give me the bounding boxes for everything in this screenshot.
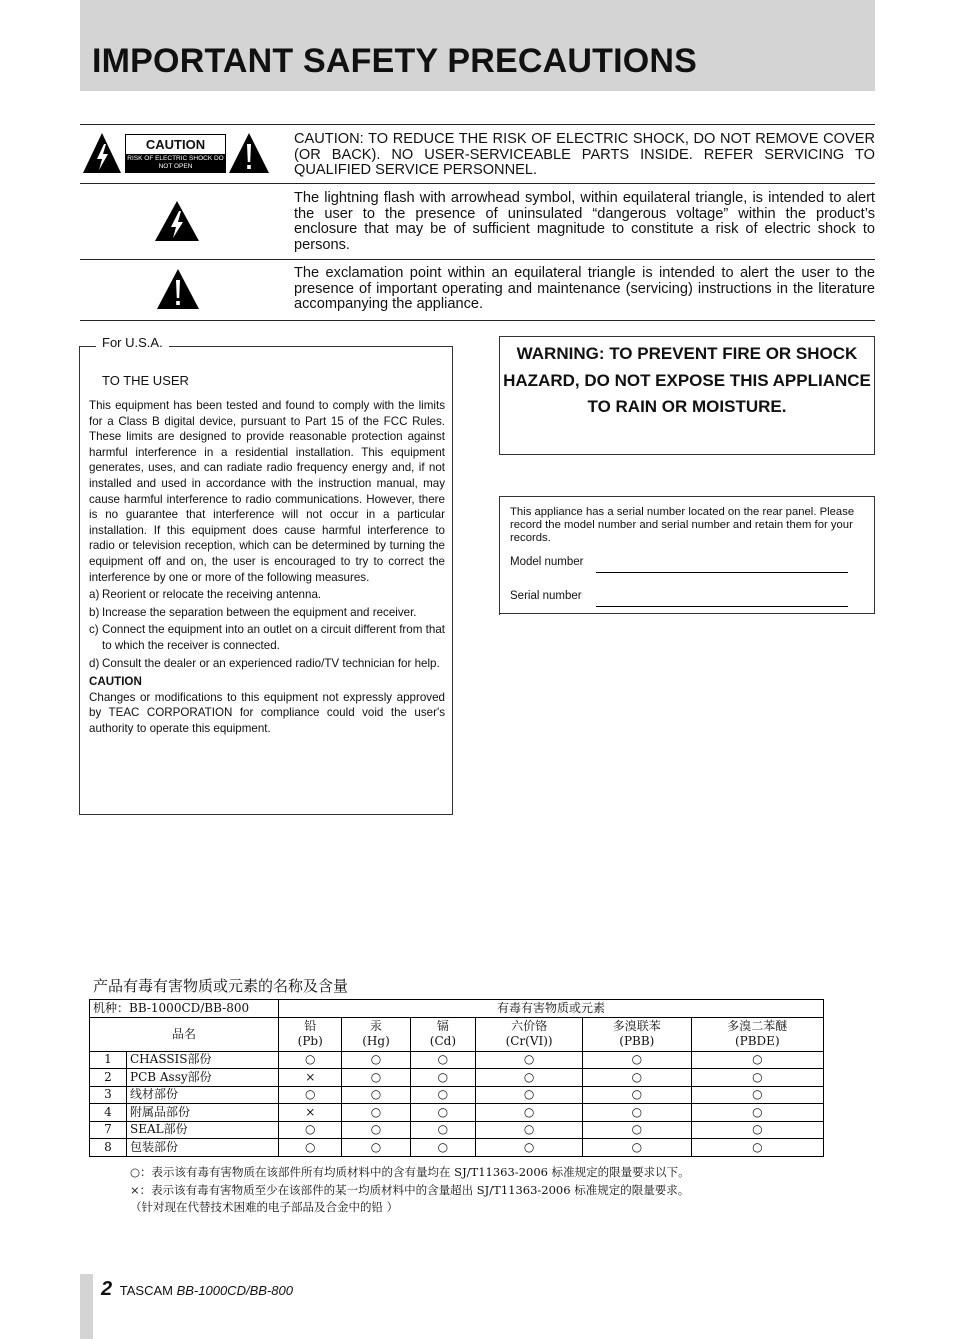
- substance-mark: ○: [582, 1121, 691, 1139]
- part-name: CHASSIS部份: [127, 1051, 279, 1069]
- footer-brand: TASCAM: [119, 1283, 173, 1298]
- table-row: [90, 1104, 824, 1122]
- table-row: [90, 1121, 824, 1139]
- substance-mark: ○: [279, 1086, 342, 1104]
- note-lead: （针对现在代替技术困难的电子部品及合金中的铅 ）: [130, 1200, 399, 1214]
- substance-mark: ○: [279, 1121, 342, 1139]
- substance-mark: ○: [476, 1069, 583, 1087]
- column-header-cd: 镉 (Cd): [410, 1017, 476, 1051]
- part-name-header: 品名: [90, 1017, 279, 1051]
- substance-mark: ○: [691, 1139, 823, 1157]
- usa-legend: For U.S.A.: [96, 335, 169, 350]
- substance-mark: ×: [279, 1069, 342, 1087]
- fcc-notice-paragraph: This equipment has been tested and found to comply with the limits for a Class B digital device, pursuant to Part 15 of the FCC Rules. These limits are designed to provide reasonable protection against harmful interference in a residential installation. This equipment generates, uses, and can radiate radio frequency energy and, if not installed and used in accordance with the instruction manual, may cause harmful interference to radio communications. However, there is no guarantee that interference will not occur in a particular installation. If this equipment does cause harmful interference to radio or television reception, which can be determined by turning the equipment off and on, the user is encouraged to try to correct the interference by one or more of the following measures.: [89, 399, 445, 584]
- substance-mark: ○: [691, 1051, 823, 1069]
- substance-mark: ○: [342, 1086, 410, 1104]
- serial-note: This appliance has a serial number located on the rear panel. Please record the model number and serial number and retain them for your records.: [510, 506, 855, 544]
- column-header-pbb: 多溴联苯 (PBB): [582, 1017, 691, 1051]
- substance-mark: ○: [476, 1051, 583, 1069]
- part-name: 线材部份: [127, 1086, 279, 1104]
- substance-mark: ○: [582, 1104, 691, 1122]
- row-number: 7: [90, 1121, 127, 1139]
- symbol-row-lightning: [80, 183, 875, 259]
- fcc-measures-list: [89, 587, 445, 671]
- substance-mark: ○: [342, 1139, 410, 1157]
- substance-mark: ○: [410, 1104, 476, 1122]
- caution-statement: CAUTION: TO REDUCE THE RISK OF ELECTRIC SHOCK, DO NOT REMOVE COVER (OR BACK). NO USER-SERVICEABLE PARTS INSIDE. REFER SERVICING TO QUALIFIED SERVICE PERSONNEL.: [294, 131, 875, 178]
- substance-mark: ○: [342, 1051, 410, 1069]
- lightning-triangle-icon: [154, 200, 200, 242]
- caution-heading: CAUTION: [89, 675, 142, 689]
- table-body: [90, 1051, 824, 1156]
- table-header-row: [90, 1000, 824, 1018]
- fcc-notice-body: [89, 398, 445, 736]
- substance-mark: ○: [279, 1051, 342, 1069]
- caution-label-title: CAUTION: [145, 137, 206, 152]
- substance-mark: ○: [342, 1069, 410, 1087]
- row-number: 3: [90, 1086, 127, 1104]
- substance-mark: ○: [691, 1104, 823, 1122]
- substance-mark: ○: [582, 1069, 691, 1087]
- symbol-row-exclamation: [80, 259, 875, 321]
- fire-shock-warning: WARNING: TO PREVENT FIRE OR SHOCK HAZARD, DO NOT EXPOSE THIS APPLIANCE TO RAIN OR MOISTURE.: [499, 336, 875, 455]
- page-title: IMPORTANT SAFETY PRECAUTIONS: [92, 42, 698, 80]
- safety-symbols-table: [80, 124, 875, 321]
- row-number: 4: [90, 1104, 127, 1122]
- exclamation-triangle-icon: [156, 268, 200, 310]
- substance-mark: ○: [410, 1069, 476, 1087]
- symbol-row-caution: [80, 124, 875, 183]
- table-header-row: [90, 1017, 824, 1051]
- substance-mark: ○: [410, 1139, 476, 1157]
- substance-mark: ○: [691, 1121, 823, 1139]
- substance-mark: ○: [410, 1051, 476, 1069]
- caution-label: [125, 134, 226, 173]
- box-edge: [499, 497, 500, 615]
- substance-mark: ○: [410, 1121, 476, 1139]
- part-name: 附属品部份: [127, 1104, 279, 1122]
- caution-text: Changes or modifications to this equipment not expressly approved by TEAC CORPORATION for compliance could void the user's authority to operate this equipment.: [89, 690, 445, 735]
- substance-mark: ○: [582, 1086, 691, 1104]
- hazardous-substances-notes: [130, 1164, 690, 1217]
- footer-model: BB-1000CD/BB-800: [176, 1283, 293, 1298]
- exclamation-warning-icon: [228, 132, 270, 174]
- model-number-label: Model number: [510, 556, 584, 568]
- substance-mark: ○: [410, 1086, 476, 1104]
- substance-mark: ○: [342, 1121, 410, 1139]
- substance-mark: ○: [279, 1139, 342, 1157]
- caution-label-subtitle: RISK OF ELECTRIC SHOCK DO NOT OPEN: [127, 155, 224, 170]
- model-number-line: [596, 554, 848, 573]
- note-circle: ○：表示该有毒有害物质在该部件所有均质材料中的含有量均在 SJ/T11363-2006 标准规定的限量要求以下。: [130, 1165, 690, 1179]
- page-footer: [101, 1278, 293, 1301]
- substance-mark: ○: [691, 1086, 823, 1104]
- column-header-cr6: 六价铬 (Cr(VI)): [476, 1017, 583, 1051]
- table-row: [90, 1051, 824, 1069]
- row-number: 1: [90, 1051, 127, 1069]
- serial-number-label: Serial number: [510, 590, 582, 602]
- substances-group-header: 有毒有害物质或元素: [279, 1000, 824, 1018]
- lightning-explanation: The lightning flash with arrowhead symbol, within equilateral triangle, is intended to alert the user to the presence of uninsulated “dangerous voltage” within the product’s enclosure that may be of sufficient magnitude to constitute a risk of electric shock to persons.: [294, 190, 875, 253]
- footer-bar: [80, 1274, 93, 1339]
- substance-mark: ○: [342, 1104, 410, 1122]
- table-row: [90, 1069, 824, 1087]
- hazardous-substances-table: [89, 999, 824, 1157]
- part-name: PCB Assy部份: [127, 1069, 279, 1087]
- serial-number-box: [499, 496, 875, 614]
- table-row: [90, 1086, 824, 1104]
- table-row: [90, 1139, 824, 1157]
- serial-number-line: [596, 588, 848, 607]
- list-item: c) Connect the equipment into an outlet on a circuit different from that to which the receiver is connected.: [89, 623, 445, 652]
- column-header-hg: 汞 (Hg): [342, 1017, 410, 1051]
- row-number: 8: [90, 1139, 127, 1157]
- list-item: d) Consult the dealer or an experienced radio/TV technician for help.: [89, 656, 440, 670]
- lightning-warning-icon: [82, 132, 122, 174]
- part-name: 包装部份: [127, 1139, 279, 1157]
- column-header-pbde: 多溴二苯醚 (PBDE): [691, 1017, 823, 1051]
- note-cross: ×：表示该有毒有害物质至少在该部件的某一均质材料中的含量超出 SJ/T11363-2006 标准规定的限量要求。: [130, 1182, 690, 1197]
- hazardous-substances-title: 产品有毒有害物质或元素的名称及含量: [93, 977, 349, 995]
- page-number: 2: [101, 1278, 113, 1300]
- to-user-heading: TO THE USER: [102, 373, 189, 388]
- substance-mark: ○: [476, 1104, 583, 1122]
- substance-mark: ○: [582, 1051, 691, 1069]
- substance-mark: ○: [476, 1139, 583, 1157]
- substance-mark: ○: [582, 1139, 691, 1157]
- substance-mark: ×: [279, 1104, 342, 1122]
- row-number: 2: [90, 1069, 127, 1087]
- list-item: a) Reorient or relocate the receiving antenna.: [89, 588, 322, 602]
- model-cell: 机种：BB-1000CD/BB-800: [90, 1000, 279, 1018]
- part-name: SEAL部份: [127, 1121, 279, 1139]
- substance-mark: ○: [691, 1069, 823, 1087]
- column-header-pb: 铅 (Pb): [279, 1017, 342, 1051]
- substance-mark: ○: [476, 1086, 583, 1104]
- fcc-notice-box: [79, 346, 453, 815]
- substance-mark: ○: [476, 1121, 583, 1139]
- exclamation-explanation: The exclamation point within an equilateral triangle is intended to alert the user to the presence of important operating and maintenance (servicing) instructions in the literature accompanying the appliance.: [294, 265, 875, 312]
- list-item: b) Increase the separation between the equipment and receiver.: [89, 605, 417, 619]
